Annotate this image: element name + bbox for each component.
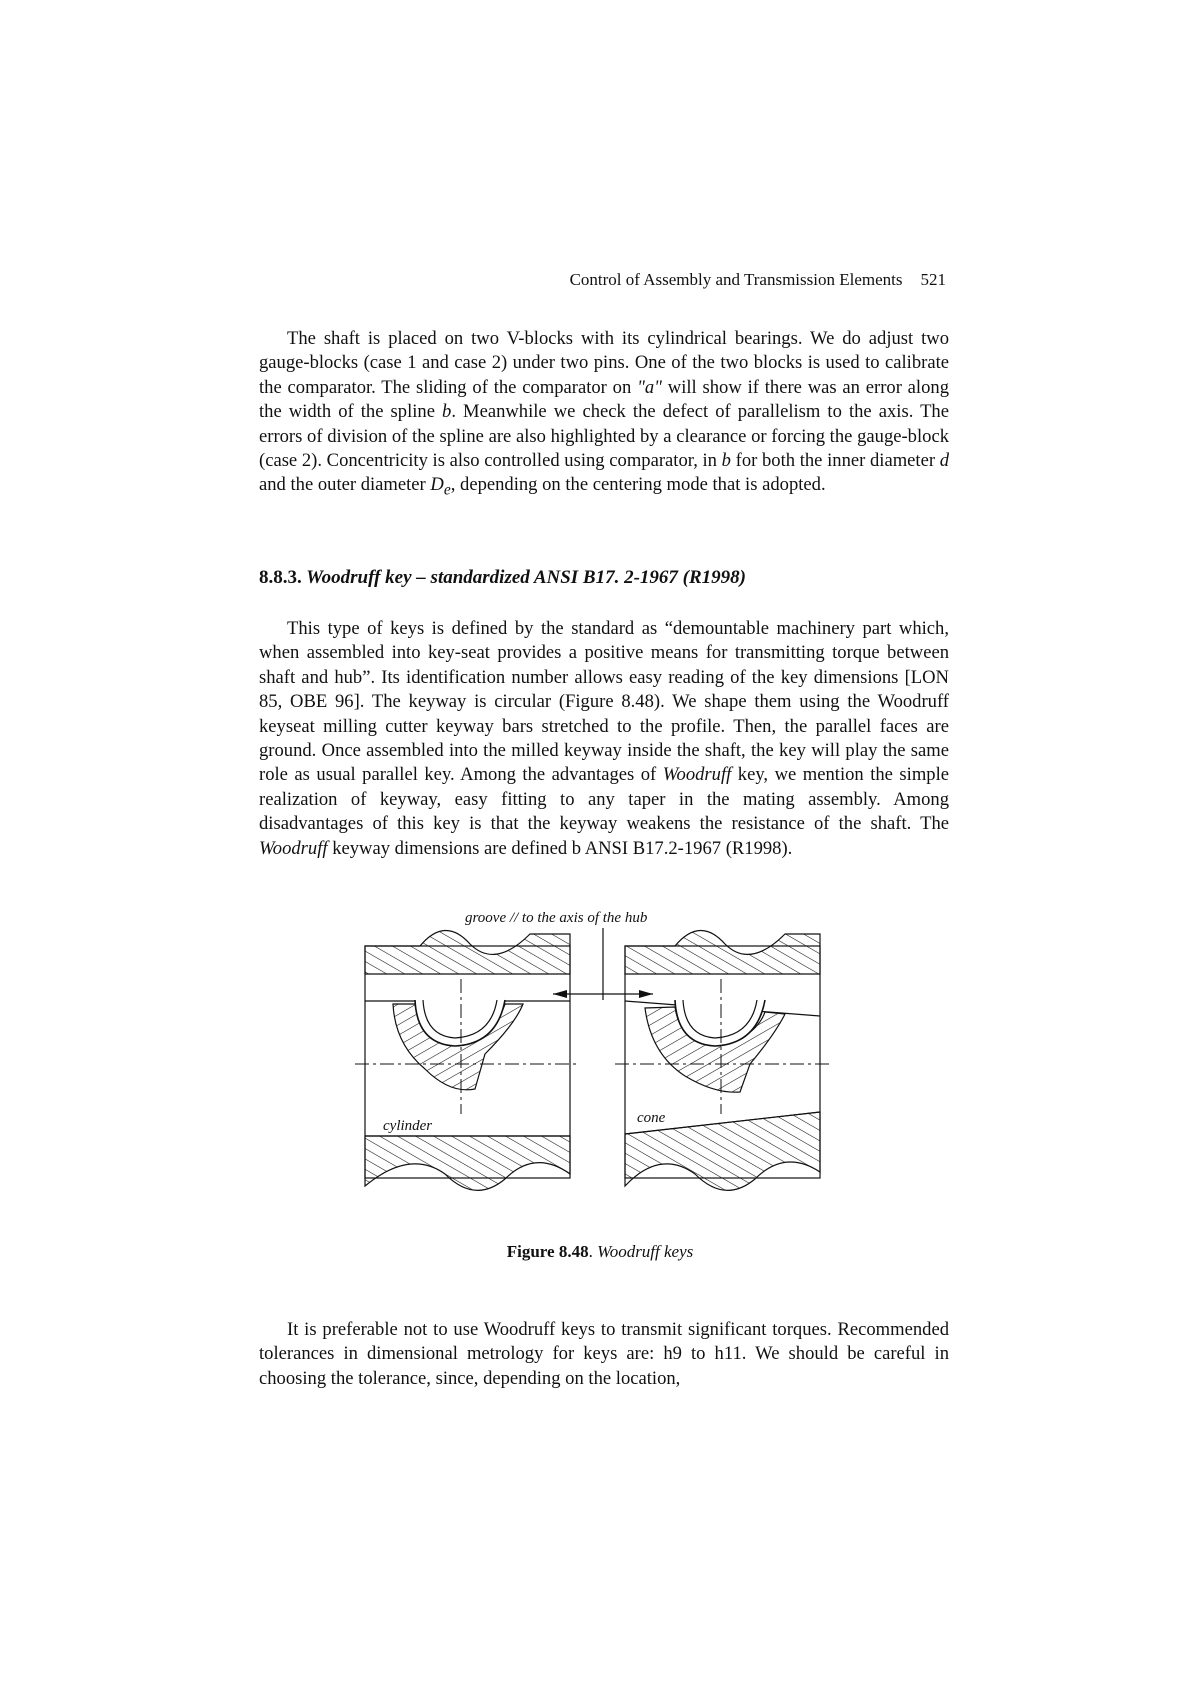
text-run: , depending on the centering mode that is adopted. [450,474,826,496]
text-run: and the outer diameter [259,474,431,496]
figure-woodruff-keys [355,904,855,1224]
page-number: 521 [920,270,946,289]
text-italic: b [442,401,452,423]
hub-top-right [625,930,820,974]
section-number: 8.8.3. [259,567,302,588]
text-italic: b [721,450,731,472]
arrow-head-right [639,990,653,998]
paragraph-tolerances [259,1318,949,1391]
label-cone: cone [637,1110,666,1126]
text-run: keyway dimensions are defined b ANSI B17.2-1967 (R1998). [327,837,793,859]
label-cylinder: cylinder [383,1118,433,1134]
hub-bottom-left [365,1136,570,1190]
text-italic: Woodruff [662,764,732,786]
caption-text: Woodruff keys [597,1242,694,1261]
text-run: for both the inner diameter [730,450,940,472]
text-italic: "a" [637,376,662,398]
text-run: The shaft is placed on two V-blocks with its cylindrical bearings. We do adjust two gauge-blocks (case 1 and case 2) under two pins. One of the two blocks is used to calibrate the comparator. The sliding of the comparator on [259,328,949,398]
caption-separator: . [588,1242,598,1261]
section-heading [259,567,746,589]
arrow-head-left [553,990,567,998]
figure-caption [0,1242,1200,1262]
text-italic: D [430,474,444,496]
running-head [536,270,946,290]
text-subscript: e [443,482,451,500]
running-title: Control of Assembly and Transmission Elements [569,270,903,289]
text-run: will show if there was an error along the width of the spline [259,376,949,423]
caption-label: Figure 8.48 [506,1242,589,1261]
text-run: key, we mention the simple realization of keyway, easy fitting to any taper in the mating assembly. Among disadvantages of this key is that the keyway weakens the resistance of the shaft. The [259,764,949,835]
hub-top-left [365,930,570,974]
text-run: . Meanwhile we check the defect of parallelism to the axis. The errors of division of the spline are also highlighted by a clearance or forcing the gauge-block (case 2). Concentricity is also controlled using comparator, in [259,401,949,472]
right-assembly-cone [615,930,833,1190]
text-run: It is preferable not to use Woodruff keys to transmit significant torques. Recommended tolerances in dimensional metrology for keys are: h9 to h11. We should be careful in choosing the tolerance, since, depending on the location, [259,1319,949,1389]
text-italic: d [939,450,949,472]
text-run: This type of keys is defined by the standard as “demountable machinery part which, when assembled into key-seat provides a positive means for transmitting torque between shaft and hub”. Its identification number allows easy reading of the key dimensions [LON 85, OBE 96]. The keyway is circular (Figure 8.48). We shape them using the Woodruff keyseat milling cutter keyway bars stretched to the profile. Then, the parallel faces are ground. Once assembled into the milled keyway inside the shaft, the key will play the same role as usual parallel key. Among the advantages of [259,618,949,786]
section-title: Woodruff key – standardized ANSI B17. 2-1967 (R1998) [306,567,747,588]
left-assembly-cylinder [355,930,580,1190]
text-italic: Woodruff [259,837,328,859]
paragraph-vblocks [259,327,949,504]
paragraph-woodruff [259,617,949,861]
label-groove: groove // to the axis of the hub [465,910,648,926]
